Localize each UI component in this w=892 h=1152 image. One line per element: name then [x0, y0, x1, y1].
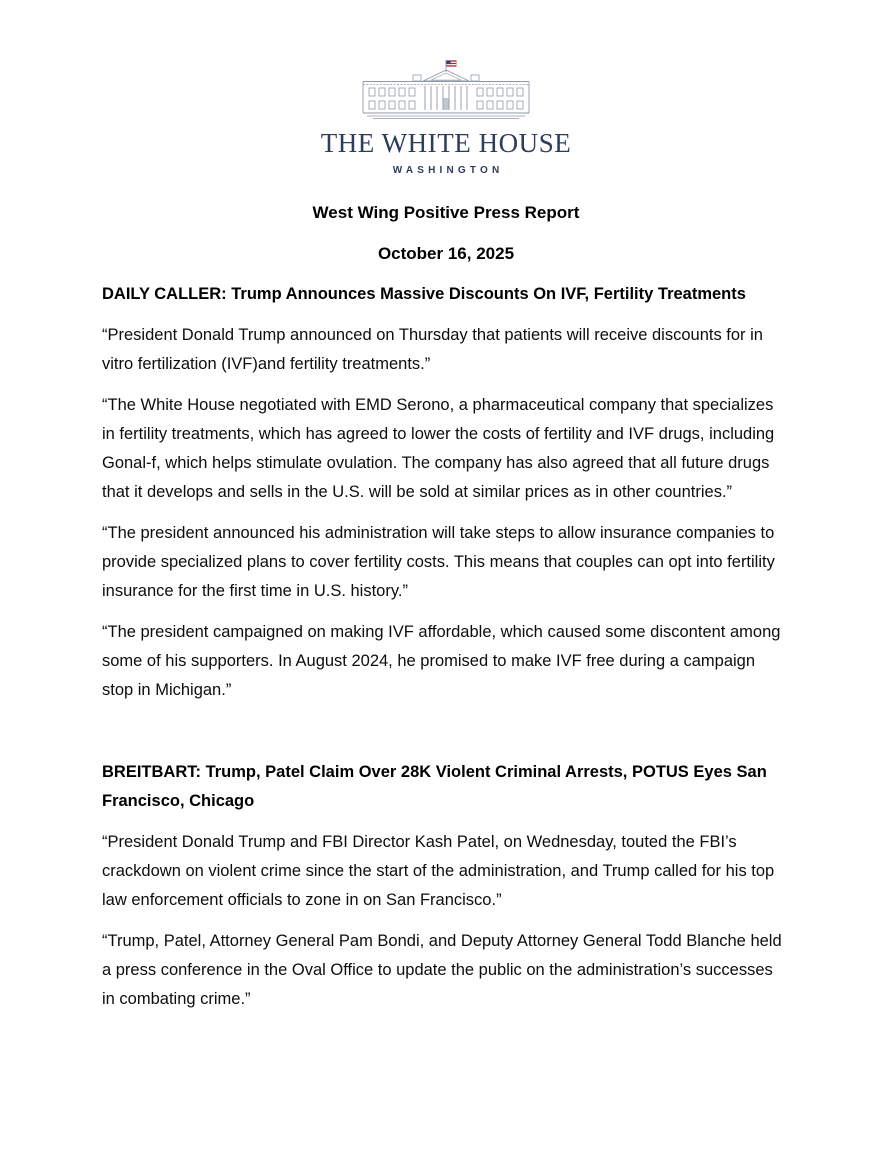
paragraph: “President Donald Trump announced on Thursday that patients will receive discounts for in vitro fertilization (IVF)and fertility treatments.”	[102, 326, 763, 373]
section-daily-caller	[102, 280, 790, 705]
paragraph: “President Donald Trump and FBI Director Kash Patel, on Wednesday, touted the FBI’s crackdown on violent crime since the start of the administration, and Trump called for his top law enforcement officials to zone in on San Francisco.”	[102, 833, 775, 909]
paragraph: “The White House negotiated with EMD Serono, a pharmaceutical company that specializes in fertility treatments, which has agreed to lower the costs of fertility and IVF drugs, including Gonal-f, which helps stimulate ovulation. The company has also agreed that all future drugs that it develops and sells in the U.S. will be sold at similar prices as in other countries.”	[102, 396, 775, 501]
letterhead-title: THE WHITE HOUSE	[320, 128, 572, 158]
section-headline: DAILY CALLER: Trump Announces Massive Discounts On IVF, Fertility Treatments	[102, 285, 746, 303]
report-title: West Wing Positive Press Report	[312, 203, 580, 222]
paragraph: “Trump, Patel, Attorney General Pam Bondi, and Deputy Attorney General Todd Blanche held a press conference in the Oval Office to update the public on the administration’s successes in combating crime.”	[102, 932, 782, 1008]
paragraph: “The president announced his administration will take steps to allow insurance companies to provide specialized plans to cover fertility costs. This means that couples can opt into fertility insurance for the first time in U.S. history.”	[102, 524, 775, 600]
us-flag-icon	[446, 60, 456, 72]
white-house-letterhead	[102, 58, 790, 176]
letterhead-subtitle: WASHINGTON	[392, 165, 504, 176]
section-breitbart	[102, 758, 790, 1014]
paragraph: “The president campaigned on making IVF affordable, which caused some discontent among some of his supporters. In August 2024, he promised to make IVF free during a campaign stop in Michigan.”	[102, 623, 781, 699]
report-date: October 16, 2025	[377, 244, 515, 263]
blank-line-spacer	[102, 717, 790, 758]
white-house-engraving-icon	[359, 58, 533, 120]
section-headline: BREITBART: Trump, Patel Claim Over 28K Violent Criminal Arrests, POTUS Eyes San Francisco, Chicago	[102, 763, 767, 810]
